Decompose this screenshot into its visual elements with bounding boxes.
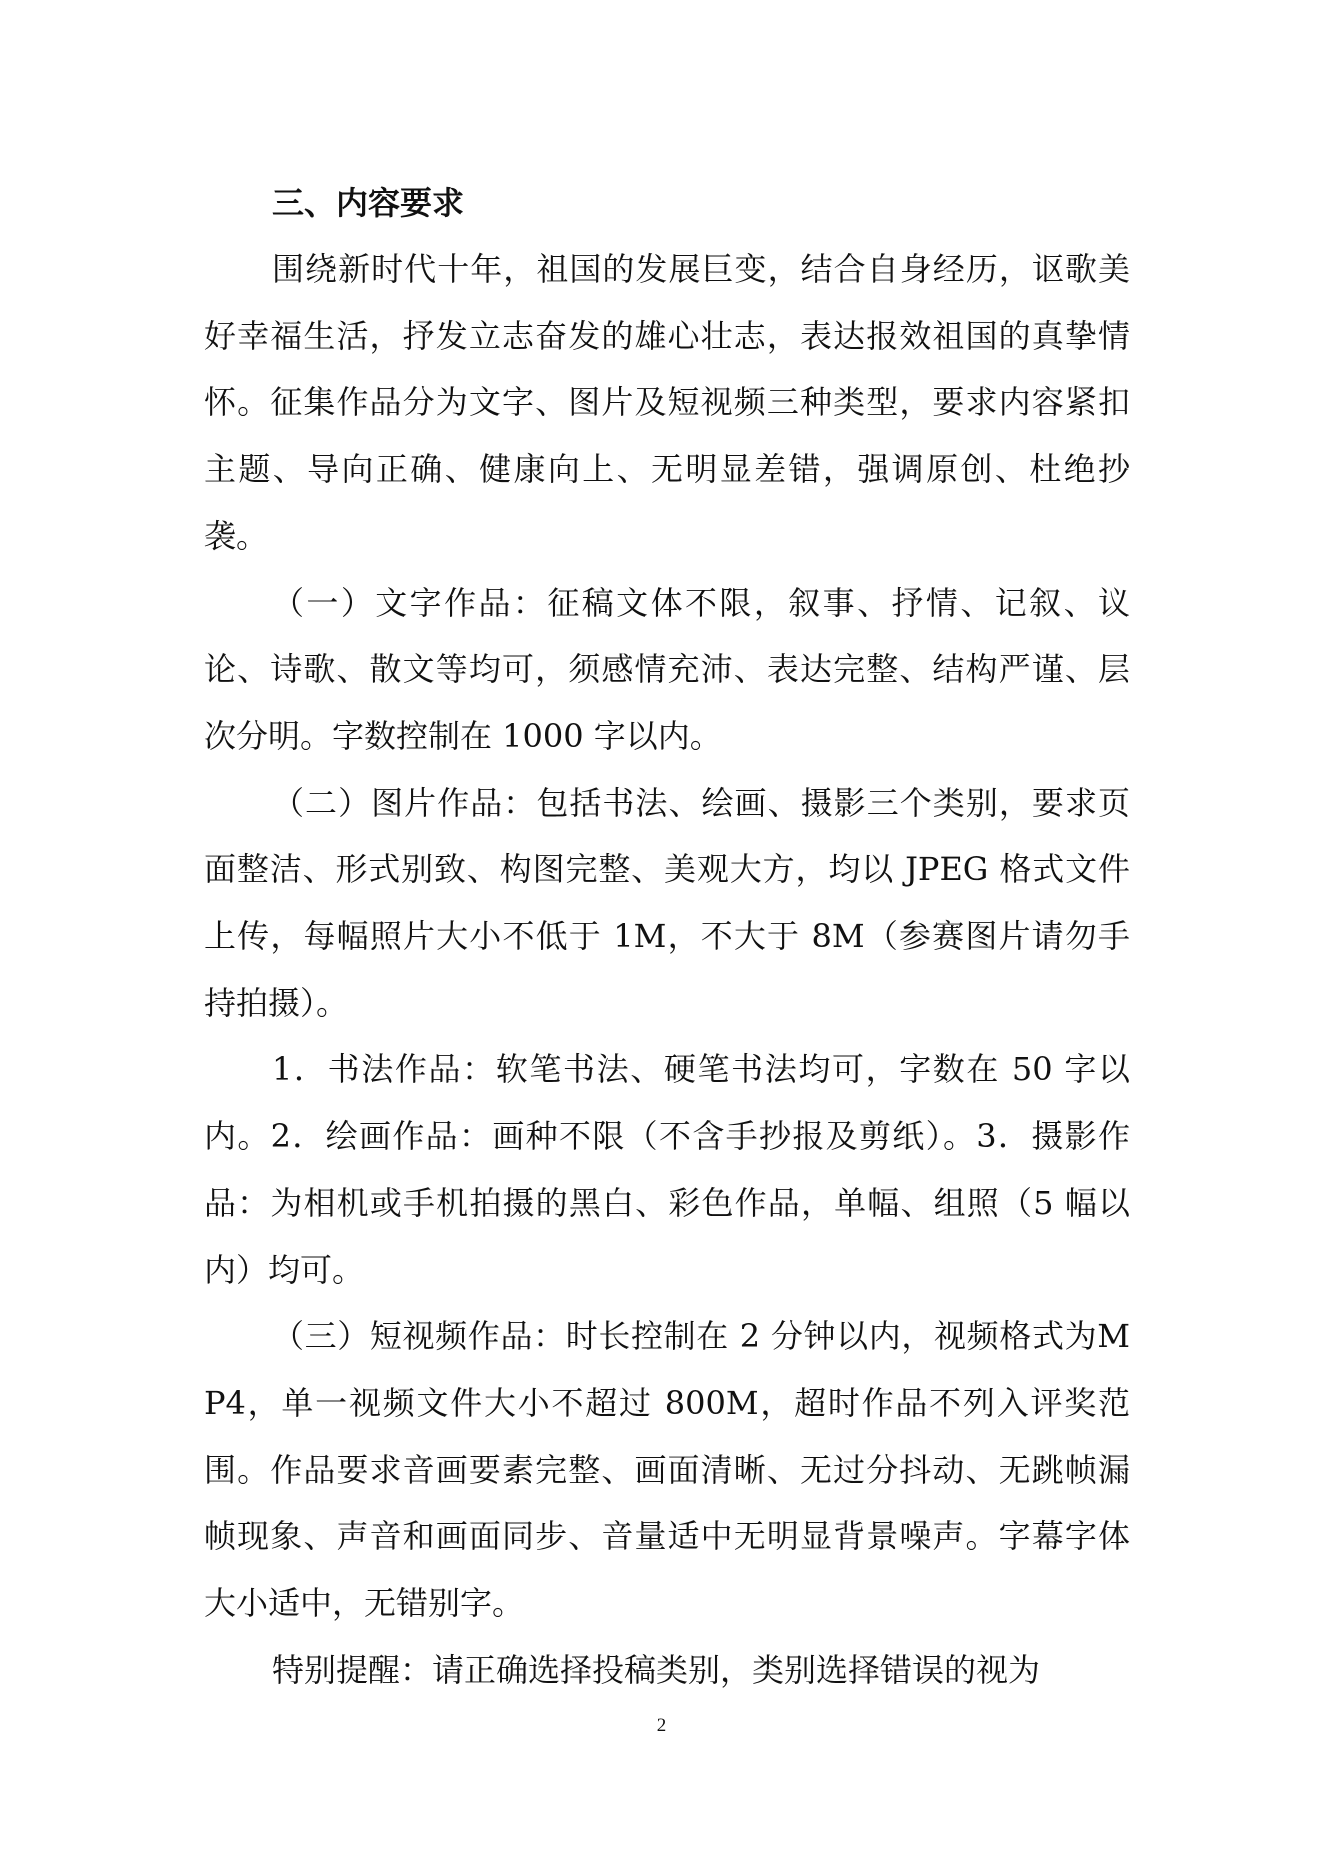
paragraph-video-works: （三）短视频作品：时长控制在 2 分钟以内，视频格式为MP4，单一视频文件大小不超过 800M，超时作品不列入评奖范围。作品要求音画要素完整、画面清晰、无过分抖动、无跳帧漏帧现象、声音和画面同步、音量适中无明显背景噪声。字幕字体大小适中，无错别字。 — [204, 1317, 1130, 1623]
page-number: 2 — [656, 1715, 667, 1736]
paragraph-image-works: （二）图片作品：包括书法、绘画、摄影三个类别，要求页面整洁、形式别致、构图完整、美观大方，均以 JPEG 格式文件上传，每幅照片大小不低于 1M，不大于 8M（参赛图片请勿手持拍摄）。 — [204, 783, 1130, 1022]
paragraph-intro: 围绕新时代十年，祖国的发展巨变，结合自身经历，讴歌美好幸福生活，抒发立志奋发的雄心壮志，表达报效祖国的真挚情怀。征集作品分为文字、图片及短视频三种类型，要求内容紧扣主题、导向正确、健康向上、无明显差错，强调原创、杜绝抄袭。 — [204, 250, 1130, 555]
page-body — [204, 170, 1130, 1703]
paragraph-image-subtypes: 1．书法作品：软笔书法、硬笔书法均可，字数在 50 字以内。2．绘画作品：画种不限（不含手抄报及剪纸）。3．摄影作品：为相机或手机拍摄的黑白、彩色作品，单幅、组照（5 幅以内）均可。 — [204, 1050, 1130, 1289]
paragraph-special-reminder: 特别提醒：请正确选择投稿类别，类别选择错误的视为 — [272, 1650, 1041, 1689]
paragraph-text-works: （一）文字作品：征稿文体不限，叙事、抒情、记叙、议论、诗歌、散文等均可，须感情充沛、表达完整、结构严谨、层次分明。字数控制在 1000 字以内。 — [204, 583, 1130, 755]
section-heading: 三、内容要求 — [272, 184, 465, 222]
